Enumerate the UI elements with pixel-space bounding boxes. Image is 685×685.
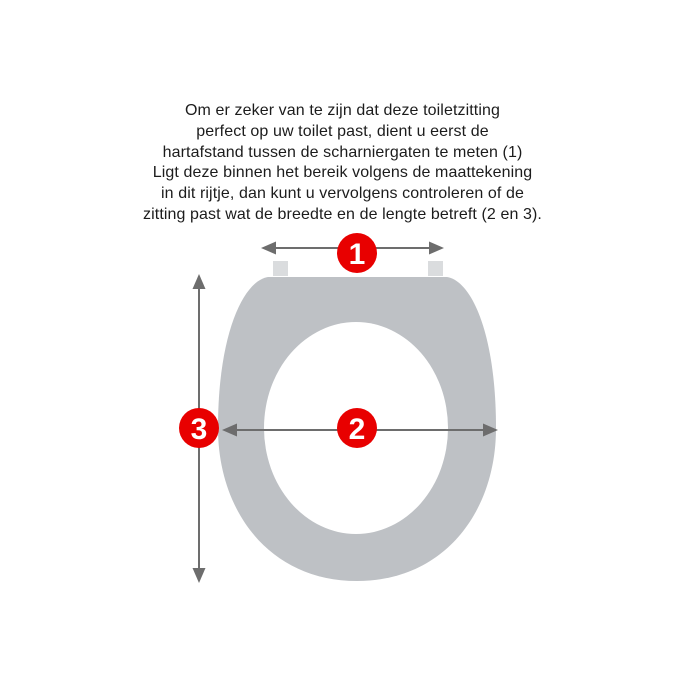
hinge-post-right: [428, 261, 443, 276]
hinge-post-left: [273, 261, 288, 276]
instruction-line: in dit rijtje, dan kunt u vervolgens controleren of de: [161, 185, 524, 203]
arrowhead-up-icon: [193, 274, 206, 289]
marker-3-length: [179, 408, 219, 448]
instruction-line: hartafstand tussen de scharniergaten te meten (1): [162, 143, 523, 161]
arrowhead-down-icon: [193, 568, 206, 583]
instruction-line: Ligt deze binnen het bereik volgens de maattekening: [152, 164, 533, 182]
instruction-line: zitting past wat de breedte en de lengte betreft (2 en 3).: [143, 205, 542, 223]
marker-2-width: [337, 408, 377, 448]
instruction-line: perfect op uw toilet past, dient u eerst de: [196, 122, 489, 140]
marker-number: 1: [348, 238, 366, 271]
marker-1-hinge-distance: [337, 233, 377, 273]
instruction-line: Om er zeker van te zijn dat deze toiletzitting: [185, 102, 500, 119]
arrowhead-left-icon: [261, 242, 276, 255]
arrowhead-right-icon: [429, 242, 444, 255]
marker-number: 3: [190, 413, 208, 446]
marker-number: 2: [348, 413, 366, 446]
